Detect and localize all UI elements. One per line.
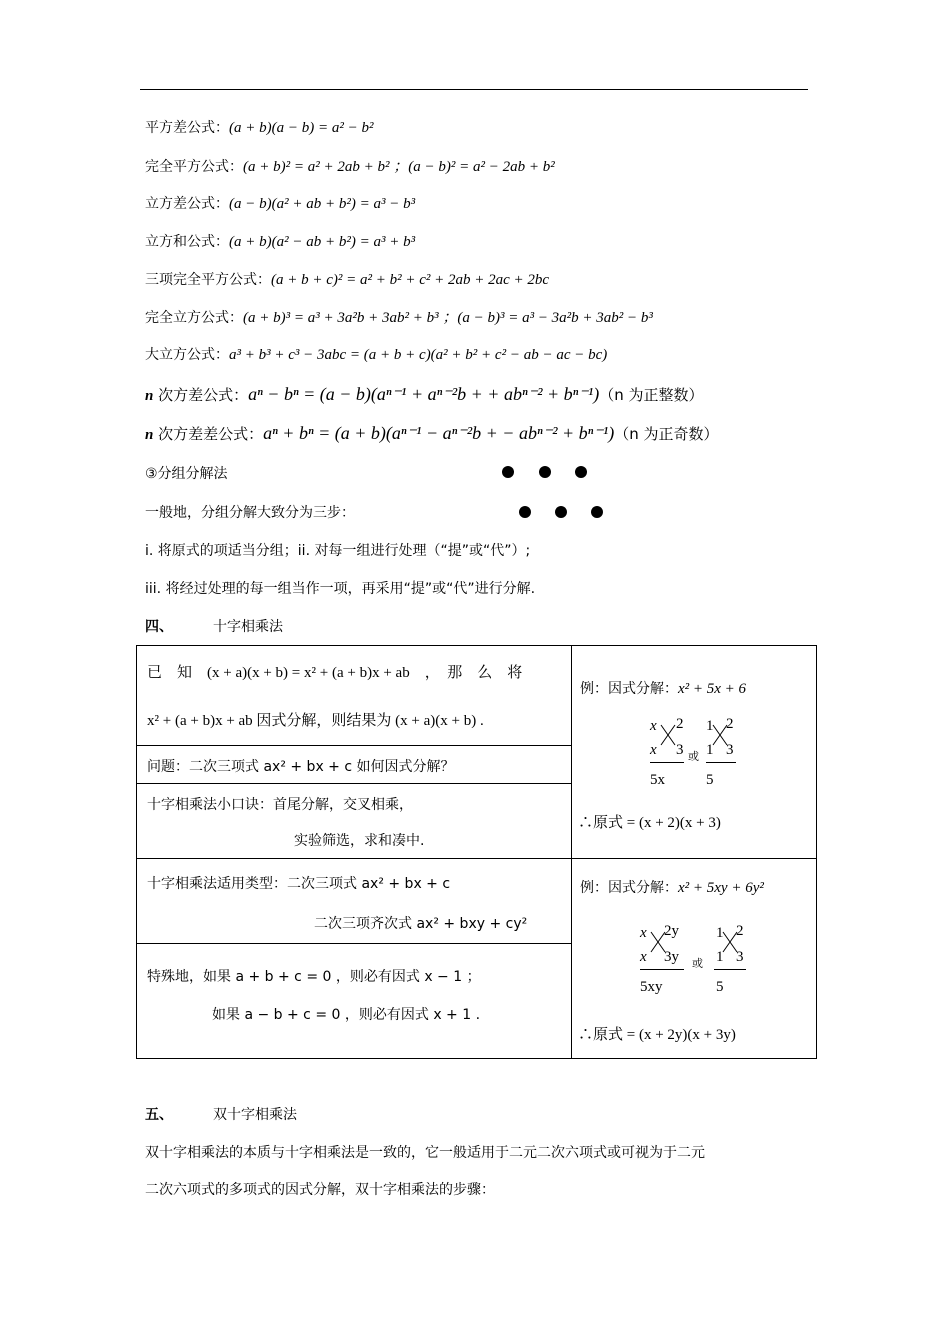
formula-expr: (a + b + c)² = a² + b² + c² + 2ab + 2ac + 2bc <box>271 272 550 288</box>
bullet-dot <box>575 466 587 478</box>
identity-line-2: x² + (a + b)x + ab 因式分解，则结果为 (x + a)(x + b) . <box>147 713 484 729</box>
formula-label: 三项完全平方公式： <box>145 272 271 288</box>
grouping-step-1-2: i. 将原式的项适当分组；ii. 对每一组进行处理（“提”或“代”）; <box>145 543 531 559</box>
section-title: 双十字相乘法 <box>213 1107 297 1123</box>
cross-term: 2 <box>736 923 744 939</box>
sum-line <box>706 762 736 763</box>
section-title: 十字相乘法 <box>213 619 283 635</box>
cross-term: 1 <box>706 718 714 734</box>
cross-term: x <box>650 742 657 758</box>
types-line-2: 二次三项齐次式 ax² + bxy + cy² <box>314 916 528 932</box>
or-label: 或 <box>688 751 699 763</box>
sum-line <box>650 762 684 763</box>
cross-term: 2 <box>676 716 684 732</box>
example-1-result: ∴原式 = (x + 2)(x + 3) <box>578 815 721 831</box>
formula-label: 次方差差公式： <box>153 425 264 443</box>
cell-example-2 <box>572 859 817 1059</box>
cell-question <box>137 746 572 784</box>
formula-trinomial-square <box>145 270 549 290</box>
cell-example-1 <box>572 646 817 859</box>
example-2-result: ∴原式 = (x + 2y)(x + 3y) <box>578 1027 736 1043</box>
cross-term: 1 <box>706 742 714 758</box>
cross-term: 3 <box>676 742 684 758</box>
cross-term: x <box>640 925 647 941</box>
cross-sum: 5 <box>706 772 714 788</box>
example-2-title <box>580 877 764 897</box>
or-label: 或 <box>692 958 703 970</box>
formula-nth-difference <box>145 384 704 406</box>
mnemonic-line-2: 实验筛选，求和凑中. <box>294 833 425 849</box>
cell-mnemonic <box>137 784 572 859</box>
cell-identity <box>137 646 572 746</box>
bullet-dot <box>591 506 603 518</box>
example-label: 例：因式分解： <box>580 681 678 697</box>
formula-note: （n 为正整数） <box>599 386 704 404</box>
formula-label: 立方差公式： <box>145 196 229 212</box>
bullet-dot <box>555 506 567 518</box>
cross-lines-icon <box>660 724 676 746</box>
formula-difference-of-squares <box>145 118 373 138</box>
formula-sum-of-cubes <box>145 232 415 252</box>
cross-term: 3 <box>726 742 734 758</box>
cell-special-case <box>137 944 572 1059</box>
cross-term: 1 <box>716 925 724 941</box>
bullet-dot <box>519 506 531 518</box>
section-5-paragraph-line-1: 双十字相乘法的本质与十字相乘法是一致的，它一般适用于二元二次六项式或可视为于二元 <box>145 1145 705 1161</box>
example-label: 例：因式分解： <box>580 880 678 896</box>
sum-line <box>714 969 746 970</box>
special-line-1: 特殊地，如果 a + b + c = 0 ，则必有因式 x − 1 ； <box>147 969 481 985</box>
formula-label: 大立方公式： <box>145 347 229 363</box>
cross-term: 1 <box>716 949 724 965</box>
section-5-paragraph-line-2: 二次六项式的多项式的因式分解，双十字相乘法的步骤： <box>145 1182 495 1198</box>
cross-sum: 5 <box>716 979 724 995</box>
formula-label: 立方和公式： <box>145 234 229 250</box>
formula-perfect-cube <box>145 308 653 328</box>
bullet-dot <box>539 466 551 478</box>
example-expr: x² + 5x + 6 <box>678 681 747 697</box>
n-label: n <box>145 427 154 443</box>
formula-expr: a³ + b³ + c³ − 3abc = (a + b + c)(a² + b² + c² − ab − ac − bc) <box>229 347 608 363</box>
section-5-heading <box>145 1105 297 1125</box>
formula-nth-sum <box>145 423 719 445</box>
formula-note: （n 为正奇数） <box>614 425 719 443</box>
formula-label: 完全立方公式： <box>145 310 243 326</box>
formula-big-cube <box>145 345 607 365</box>
formula-expr: aⁿ − bⁿ = (a − b)(aⁿ⁻¹ + aⁿ⁻²b + + abⁿ⁻² + bⁿ⁻¹) <box>248 384 600 404</box>
sum-line <box>640 969 684 970</box>
example-expr: x² + 5xy + 6y² <box>678 880 764 896</box>
formula-label: 次方差公式： <box>153 386 249 404</box>
grouping-intro: 一般地，分组分解大致分为三步： <box>145 505 355 521</box>
formula-label: 平方差公式： <box>145 120 229 136</box>
special-line-2: 如果 a − b + c = 0 ，则必有因式 x + 1 . <box>212 1007 481 1023</box>
formula-label: 完全平方公式： <box>145 159 243 175</box>
identity-line-1: 已 知 (x + a)(x + b) = x² + (a + b)x + ab ， 那 么 将 <box>147 665 523 681</box>
section-number: 四、 <box>145 619 173 635</box>
cross-term: x <box>650 718 657 734</box>
mnemonic-line-1: 十字相乘法小口诀：首尾分解，交叉相乘， <box>147 797 413 813</box>
grouping-step-3: iii. 将经过处理的每一组当作一项，再采用“提”或“代”进行分解. <box>145 581 536 597</box>
cross-multiplication-table <box>136 645 817 1059</box>
formula-expr: (a + b)(a − b) = a² − b² <box>229 120 374 136</box>
header-rule <box>140 89 808 90</box>
types-line-1: 十字相乘法适用类型：二次三项式 ax² + bx + c <box>147 876 451 892</box>
question-text: 问题：二次三项式 ax² + bx + c 如何因式分解？ <box>147 759 455 775</box>
formula-expr: (a + b)³ = a³ + 3a²b + 3ab² + b³ ；(a − b)³ = a³ − 3a²b + 3ab² − b³ <box>243 310 653 326</box>
example-1-title <box>580 678 746 698</box>
section-number: 五、 <box>145 1107 173 1123</box>
cross-term: 3y <box>664 949 679 965</box>
cross-term: 3 <box>736 949 744 965</box>
formula-expr: (a + b)(a² − ab + b²) = a³ + b³ <box>229 234 416 250</box>
cell-types <box>137 859 572 944</box>
grouping-title: ③分组分解法 <box>145 466 228 482</box>
cross-term: 2y <box>664 923 679 939</box>
formula-expr: aⁿ + bⁿ = (a + b)(aⁿ⁻¹ − aⁿ⁻²b + − abⁿ⁻² + bⁿ⁻¹) <box>263 423 615 443</box>
cross-term: 2 <box>726 716 734 732</box>
cross-sum: 5x <box>650 772 665 788</box>
cross-term: x <box>640 949 647 965</box>
bullet-dot <box>502 466 514 478</box>
section-4-heading <box>145 617 283 637</box>
formula-difference-of-cubes <box>145 194 415 214</box>
n-label: n <box>145 388 154 404</box>
formula-perfect-square <box>145 157 555 177</box>
cross-sum: 5xy <box>640 979 663 995</box>
formula-expr: (a − b)(a² + ab + b²) = a³ − b³ <box>229 196 416 212</box>
formula-expr: (a + b)² = a² + 2ab + b² ；(a − b)² = a² − 2ab + b² <box>243 159 555 175</box>
